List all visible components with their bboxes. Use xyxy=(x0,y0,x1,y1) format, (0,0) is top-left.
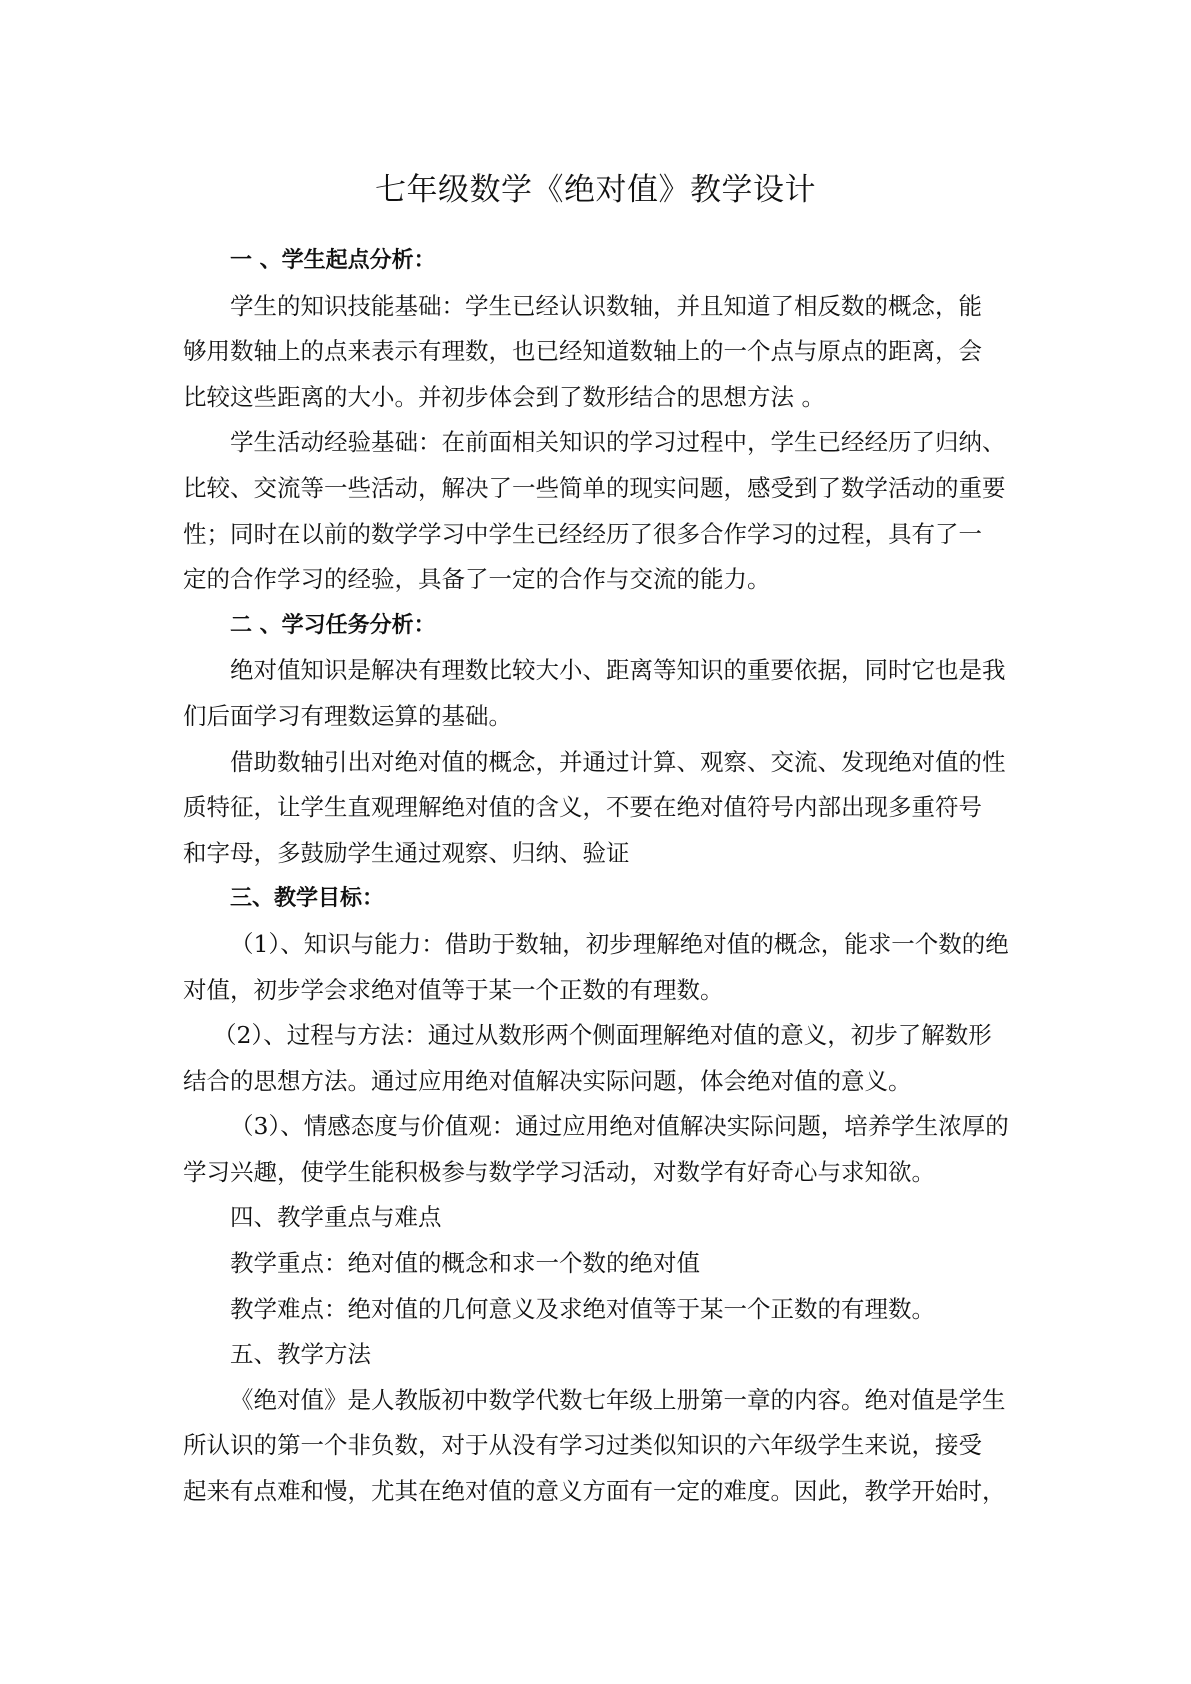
paragraph-line: 结合的思想方法。通过应用绝对值解决实际问题，体会绝对值的意义。 xyxy=(183,1066,912,1095)
paragraph-line: 学习兴趣，使学生能积极参与数学学习活动，对数学有好奇心与求知欲。 xyxy=(183,1157,935,1186)
section-heading: 一 、学生起点分析： xyxy=(230,248,436,273)
paragraph-line: 借助数轴引出对绝对值的概念，并通过计算、观察、交流、发现绝对值的性 xyxy=(230,747,1006,776)
paragraph-line: 定的合作学习的经验，具备了一定的合作与交流的能力。 xyxy=(183,565,771,594)
paragraph-line: 《绝对值》是人教版初中数学代数七年级上册第一章的内容。绝对值是学生 xyxy=(230,1385,1006,1414)
paragraph-line: 学生的知识技能基础：学生已经认识数轴，并且知道了相反数的概念，能 xyxy=(230,291,982,320)
paragraph-line: 起来有点难和慢，尤其在绝对值的意义方面有一定的难度。因此，教学开始时， xyxy=(183,1477,1006,1506)
paragraph-line: 教学重点：绝对值的概念和求一个数的绝对值 xyxy=(230,1249,700,1278)
paragraph-line: 们后面学习有理数运算的基础。 xyxy=(183,701,512,730)
section-heading: 二 、学习任务分析： xyxy=(230,612,436,638)
paragraph-line: 所认识的第一个非负数，对于从没有学习过类似知识的六年级学生来说，接受 xyxy=(183,1431,982,1460)
paragraph-line: （1）、知识与能力：借助于数轴，初步理解绝对值的概念，能求一个数的绝 xyxy=(230,929,1009,958)
paragraph-line: 和字母，多鼓励学生通过观察、归纳、验证 xyxy=(183,838,630,867)
paragraph-line: （3）、情感态度与价值观：通过应用绝对值解决实际问题，培养学生浓厚的 xyxy=(230,1112,1009,1141)
document-title: 七年级数学《绝对值》教学设计 xyxy=(375,172,816,208)
paragraph-line: 质特征，让学生直观理解绝对值的含义，不要在绝对值符号内部出现多重符号 xyxy=(183,793,982,822)
paragraph-line: 教学难点：绝对值的几何意义及求绝对值等于某一个正数的有理数。 xyxy=(230,1294,935,1323)
paragraph-line: 学生活动经验基础：在前面相关知识的学习过程中，学生已经经历了归纳、 xyxy=(230,428,1006,457)
paragraph-line: 比较这些距离的大小。并初步体会到了数形结合的思想方法 。 xyxy=(183,382,825,411)
paragraph-line: （2）、过程与方法：通过从数形两个侧面理解绝对值的意义，初步了解数形 xyxy=(213,1021,992,1050)
section-heading: 三、教学目标： xyxy=(230,886,385,912)
paragraph-line: 比较、交流等一些活动，解决了一些简单的现实问题，感受到了数学活动的重要 xyxy=(183,473,1006,502)
paragraph-line: 对值，初步学会求绝对值等于某一个正数的有理数。 xyxy=(183,975,724,1004)
paragraph-line: 性；同时在以前的数学学习中学生已经经历了很多合作学习的过程，具有了一 xyxy=(183,519,982,548)
paragraph-line: 五、教学方法 xyxy=(230,1340,371,1369)
paragraph-line: 绝对值知识是解决有理数比较大小、距离等知识的重要依据，同时它也是我 xyxy=(230,656,1006,685)
paragraph-line: 够用数轴上的点来表示有理数，也已经知道数轴上的一个点与原点的距离，会 xyxy=(183,337,982,366)
document-body xyxy=(183,238,1023,1515)
paragraph-line: 四、教学重点与难点 xyxy=(230,1203,442,1232)
